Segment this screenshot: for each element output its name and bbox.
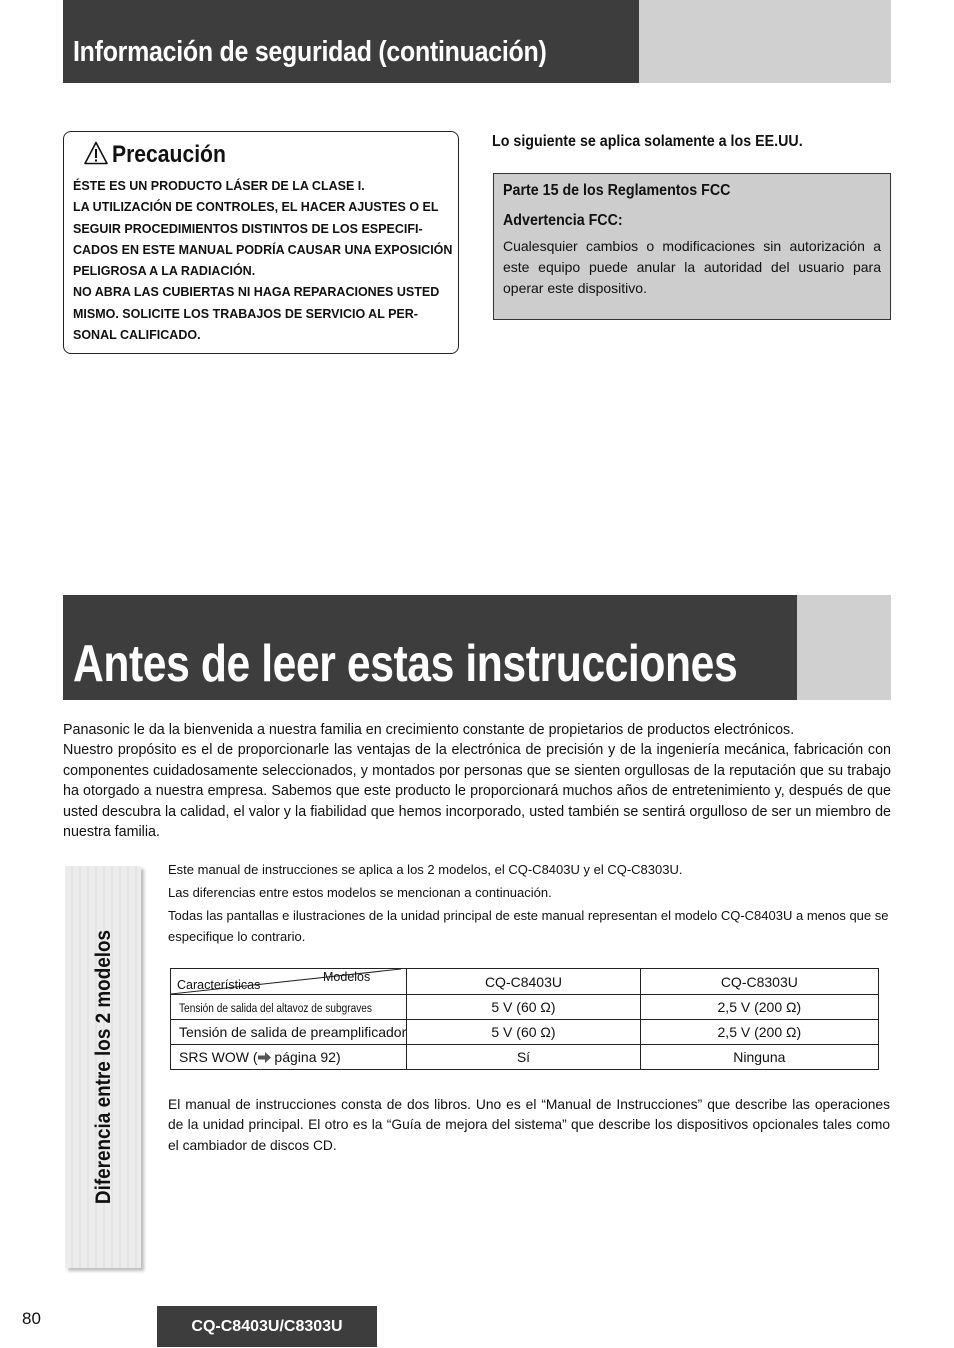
us-only-note: Lo siguiente se aplica solamente a los EE.UU.: [492, 133, 803, 150]
models-info-line: Todas las pantallas e ilustraciones de la unidad principal de este manual representan el modelo CQ-C8403U a menos que se especifique lo contrario.: [168, 908, 889, 944]
section-title: Información de seguridad (continuación): [73, 36, 547, 68]
caution-paragraph: NO ABRA LAS CUBIERTAS NI HAGA REPARACIONES USTED MISMO. SOLICITE LOS TRABAJOS DE SERVICIO AL PERSONAL CALIFICADO.: [73, 285, 440, 343]
column-header: CQ-C8403U: [407, 969, 640, 995]
side-tab-label: Diferencia entre los 2 modelos: [92, 929, 115, 1205]
models-info: [168, 860, 890, 950]
row-label: Tensión de salida de preamplificador: [171, 1020, 407, 1045]
model-differences-table: [170, 968, 879, 1070]
row-label: [171, 995, 407, 1020]
models-info-line: Este manual de instrucciones se aplica a los 2 modelos, el CQ-C8403U y el CQ-C8303U.: [168, 862, 683, 877]
table-cell: Ninguna: [640, 1045, 878, 1070]
intro-paragraph: Panasonic le da la bienvenida a nuestra familia en crecimiento constante de propietarios de productos electrónicos.: [63, 722, 795, 738]
intro-text: [63, 720, 891, 842]
intro-paragraph: Nuestro propósito es el de proporcionarle las ventajas de la electrónica de precisión y de la ingeniería mecánica, fabricación con componentes cuidadosamente seleccionados, y montados por personas que se sienten orgullosas de la reputación que su trabajo ha otorgado a nuestra empresa. Sabemos que este producto le proporcionará muchos años de entretenimiento y, después de que usted descubra la calidad, el valor y la fiabilidad que hemos incorporado, usted también se sentirá orgulloso de ser un miembro de nuestra familia.: [63, 742, 891, 841]
fcc-warning-text: Cualesquier cambios o modificaciones sin autorización a este equipo puede anular la autoridad del usuario para operar este dispositivo.: [503, 238, 881, 296]
table-row: [171, 1045, 879, 1070]
fcc-warning-heading: Advertencia FCC:: [503, 212, 623, 229]
models-info-line: Las diferencias entre estos modelos se mencionan a continuación.: [168, 885, 552, 900]
table-cell: 5 V (60 Ω): [407, 995, 640, 1020]
row-label: [171, 1045, 407, 1070]
page-reference: página 92): [270, 1049, 341, 1065]
table-cell: 2,5 V (200 Ω): [640, 995, 878, 1020]
arrow-right-icon: [258, 1049, 271, 1065]
caution-paragraph: ÉSTE ES UN PRODUCTO LÁSER DE LA CLASE I.: [73, 179, 365, 193]
caution-paragraph: LA UTILIZACIÓN DE CONTROLES, EL HACER AJUSTES O EL SEGUIR PROCEDIMIENTOS DISTINTOS DE LOS ESPECIFICADOS EN ESTE MANUAL PODRÍA CAUSAR UNA EXPOSICIÓN PELIGROSA A LA RADIACIÓN.: [73, 200, 453, 279]
table-header-row: [171, 969, 879, 995]
column-header: CQ-C8303U: [640, 969, 878, 995]
table-cell: Sí: [407, 1045, 640, 1070]
table-cell: 2,5 V (200 Ω): [640, 1020, 878, 1045]
page-number: 80: [22, 1309, 41, 1328]
corner-features-label: Características: [177, 978, 261, 992]
table-row: [171, 995, 879, 1020]
chapter-title: Antes de leer estas instrucciones: [73, 635, 738, 693]
caution-title: Precaución: [112, 141, 226, 168]
model-badge: CQ-C8403U/C8303U: [157, 1306, 377, 1347]
row-label-text: Tensión de salida del altavoz de subgraves: [179, 1003, 372, 1015]
corner-models-label: Modelos: [323, 970, 371, 984]
table-row: [171, 1020, 879, 1045]
warning-triangle-icon: [84, 141, 108, 170]
row-label-text: SRS WOW (: [179, 1049, 258, 1065]
table-corner-cell: [171, 969, 407, 995]
caution-text: [73, 176, 455, 346]
fcc-title: Parte 15 de los Reglamentos FCC: [503, 182, 731, 199]
caution-header: [84, 140, 241, 170]
table-cell: 5 V (60 Ω): [407, 1020, 640, 1045]
books-note: El manual de instrucciones consta de dos libros. Uno es el “Manual de Instrucciones” que describe las operaciones de la unidad principal. El otro es la “Guía de mejora del sistema” que describe los dispositivos opcionales tales como el cambiador de discos CD.: [168, 1097, 890, 1153]
chapter-header-accent: [797, 595, 891, 700]
section-header-accent: [639, 0, 891, 83]
